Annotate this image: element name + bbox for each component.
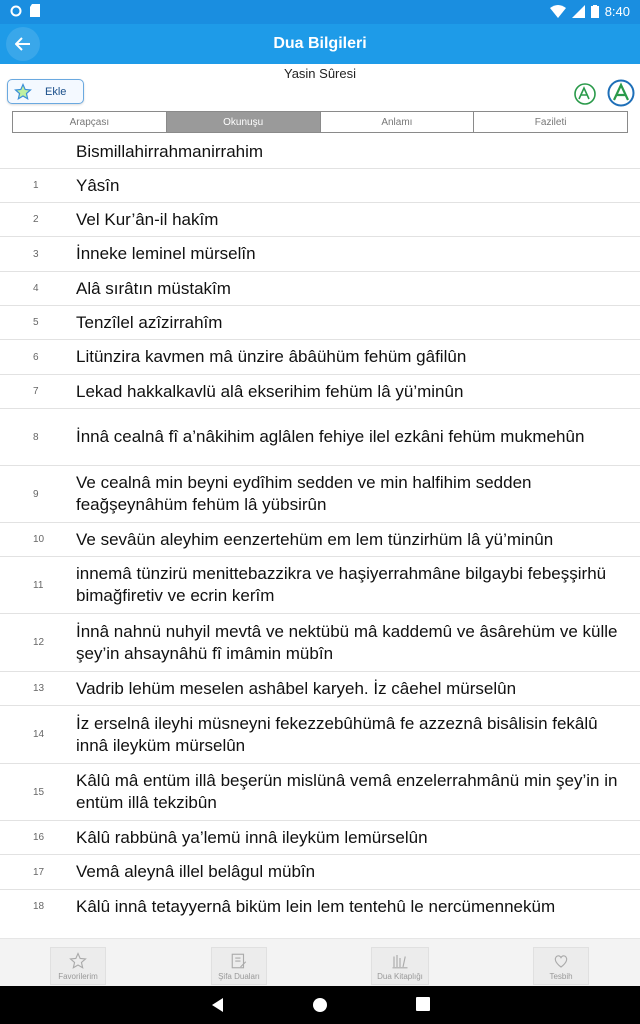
- nav-label: Şifa Duaları: [218, 972, 260, 981]
- tab-fazileti[interactable]: Fazileti: [474, 112, 627, 132]
- verse-number: 5: [33, 317, 39, 328]
- verse-number: 14: [33, 729, 45, 740]
- verse-number: 13: [33, 683, 45, 694]
- verse-row: [0, 614, 640, 672]
- verse-number: 2: [33, 214, 39, 225]
- verse-text: Litünzira kavmen mâ ünzire âbâühüm fehüm gâfilûn: [76, 347, 467, 366]
- verse-number: 6: [33, 351, 39, 363]
- verse-text: Kâlû rabbünâ ya’lemü innâ ileyküm lemürselûn: [76, 827, 428, 847]
- verse-number: 16: [33, 832, 45, 843]
- verse-row: [0, 203, 640, 237]
- nav-sifa-dualari[interactable]: [211, 947, 267, 985]
- nav-tesbih[interactable]: [533, 947, 589, 985]
- verse-row: [0, 169, 640, 203]
- recents-square-icon[interactable]: [416, 997, 430, 1011]
- verse-text: Yâsîn: [76, 175, 120, 195]
- status-time: 8:40: [604, 4, 630, 19]
- verse-text: İnnâ nahnü nuhyil mevtâ ve nektübü mâ kaddemû ve âsârehüm ve külle şey’in ahsaynâhü fî imâmin mübîn: [76, 621, 618, 663]
- verse-row: [0, 409, 640, 466]
- verse-text: Lekad hakkalkavlü alâ ekserihim fehüm lâ yü’minûn: [76, 381, 464, 401]
- back-triangle-icon[interactable]: [210, 997, 226, 1013]
- star-outline-icon: [69, 952, 87, 970]
- verse-text: Alâ sırâtın müstakîm: [76, 278, 231, 298]
- app-bar: [0, 24, 640, 64]
- verse-row: [0, 821, 640, 855]
- verse-text: Tenzîlel azîzirrahîm: [76, 312, 223, 332]
- verse-number: 15: [33, 786, 45, 798]
- add-favorite-button[interactable]: [7, 79, 84, 104]
- battery-icon: [591, 5, 599, 18]
- verse-row: [0, 237, 640, 272]
- verse-number: 9: [33, 488, 39, 500]
- verse-text: Kâlû mâ entüm illâ beşerün mislünâ vemâ enzelerrahmânü min şey’in in entüm illâ tekzibûn: [76, 771, 618, 812]
- verse-row: [0, 706, 640, 764]
- bookshelf-icon: [391, 952, 409, 970]
- verse-text: İz erselnâ ileyhi müsneyni fekezzebûhümâ fe azzeznâ bisâlisin fekâlû innâ ileyküm mürselûn: [76, 713, 598, 755]
- verse-row: [0, 523, 640, 557]
- verse-row: [0, 890, 640, 921]
- verse-text: Vel Kur’ân-il hakîm: [76, 209, 219, 229]
- nav-label: Dua Kitaplığı: [377, 972, 423, 981]
- verse-text: Vadrib lehüm meselen ashâbel karyeh. İz câehel mürselûn: [76, 678, 517, 698]
- verse-number: 3: [33, 248, 39, 260]
- status-bar: [0, 0, 640, 24]
- verse-text: Ve sevâün aleyhim eenzertehüm em lem tünzirhüm lâ yü’minûn: [76, 529, 554, 549]
- verse-number: 11: [33, 579, 44, 591]
- nav-label: Favorilerim: [58, 972, 98, 981]
- verse-text: Bismillahirrahmanirrahim: [76, 142, 264, 161]
- home-circle-icon[interactable]: [312, 997, 328, 1013]
- add-favorite-label: Ekle: [45, 85, 67, 98]
- tab-okunusu[interactable]: Okunuşu: [167, 112, 321, 132]
- verse-text: İnneke leminel mürselîn: [76, 244, 256, 263]
- bottom-nav: [0, 938, 640, 986]
- wifi-icon: [550, 5, 566, 18]
- verse-text: Vemâ aleynâ illel belâgul mübîn: [76, 862, 316, 881]
- tab-anlami[interactable]: Anlamı: [321, 112, 475, 132]
- book-edit-icon: [230, 952, 248, 970]
- verse-row: [0, 340, 640, 375]
- verse-row: [0, 557, 640, 614]
- verse-text: Ve cealnâ min beyni eydîhim sedden ve min halfihim sedden feağşeynâhüm fehüm lâ yübsirûn: [76, 473, 532, 514]
- verse-number: 17: [33, 866, 45, 878]
- star-icon: [14, 83, 32, 101]
- verse-number: 12: [33, 637, 45, 648]
- verse-text: innemâ tünzirü menittebazzikra ve haşiyerrahmâne bilgaybi febeşşirhü bimağfiretiv ve ecrin kerîm: [76, 564, 607, 605]
- verse-text: Kâlû innâ tetayyernâ biküm lein lem tentehû le nercümenneküm: [76, 896, 556, 916]
- nav-label: Tesbih: [549, 972, 573, 981]
- verse-row: [0, 764, 640, 821]
- system-nav-bar: [0, 986, 640, 1024]
- tab-arapcasi[interactable]: Arapçası: [13, 112, 167, 132]
- verse-number: 7: [33, 386, 39, 397]
- nav-favorilerim[interactable]: [50, 947, 106, 985]
- verse-number: 18: [33, 901, 45, 912]
- verse-row: [0, 306, 640, 340]
- tab-bar: [12, 111, 628, 133]
- font-decrease-icon[interactable]: [573, 82, 597, 106]
- nav-dua-kitapligi[interactable]: [371, 947, 429, 985]
- verse-row: [0, 136, 640, 169]
- verse-number: 1: [33, 180, 39, 191]
- verse-row: [0, 855, 640, 890]
- font-increase-icon[interactable]: [607, 79, 635, 107]
- verse-row: [0, 466, 640, 523]
- sd-card-icon: [30, 4, 40, 17]
- verse-row: [0, 672, 640, 706]
- verse-list[interactable]: [0, 136, 640, 921]
- surah-title: Yasin Sûresi: [283, 66, 356, 81]
- verse-row: [0, 375, 640, 409]
- verse-number: 10: [33, 534, 45, 545]
- page-title: Dua Bilgileri: [273, 35, 367, 52]
- heart-beads-icon: [552, 952, 570, 970]
- signal-icon: [572, 5, 585, 18]
- verse-number: 4: [33, 283, 39, 294]
- verse-text: İnnâ cealnâ fî a’nâkihim aglâlen fehiye ilel ezkâni fehüm mukmehûn: [76, 427, 585, 446]
- verse-number: 8: [33, 431, 39, 443]
- verse-row: [0, 272, 640, 306]
- notification-dot-icon: [10, 5, 22, 17]
